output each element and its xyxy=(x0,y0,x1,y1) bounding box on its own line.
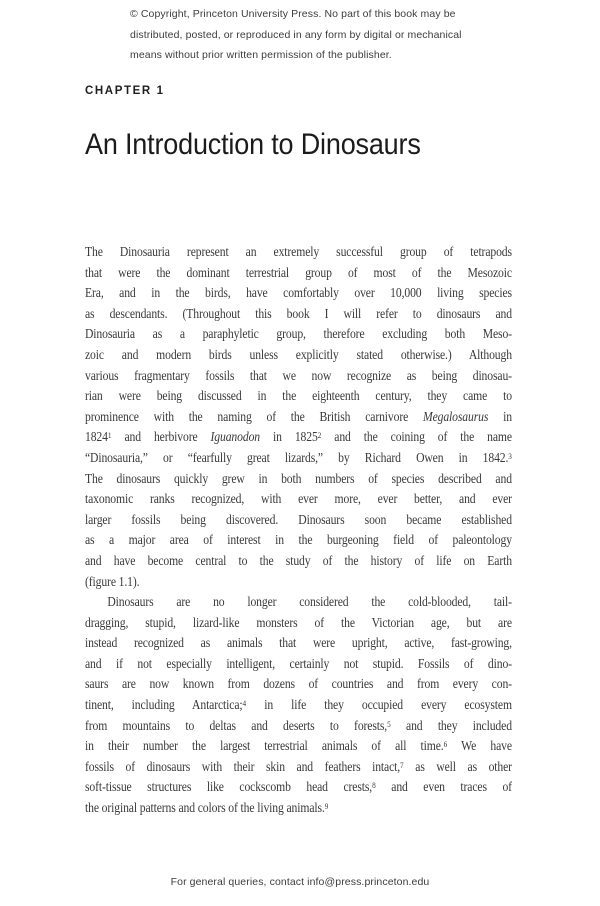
text-line: as a major area of interest in the burgeoning field of paleontology xyxy=(85,532,512,548)
text-line: distributed, posted, or reproduced in any form by digital or mechanical xyxy=(130,28,462,41)
text-line: in their number the largest terrestrial animals of all time.$^6$ We have xyxy=(85,738,512,754)
page-title: An Introduction to Dinosaurs xyxy=(85,128,421,161)
text-line: larger fossils being discovered. Dinosaurs soon became established xyxy=(85,511,512,527)
body-text xyxy=(85,242,512,819)
chapter-label: CHAPTER 1 xyxy=(85,85,165,97)
text-line: © Copyright, Princeton University Press. No part of this book may be xyxy=(130,8,456,20)
text-line: and have become central to the study of the history of life on Earth xyxy=(85,552,512,568)
text-line: 1824$^1$ and herbivore Iguanodon in 1825$^2$ and the coining of the name xyxy=(85,429,512,445)
text-line: “Dinosauria,” or “fearfully great lizards,” by Richard Owen in 1842.$^3$ xyxy=(85,449,512,465)
paragraph-modern-view xyxy=(85,592,512,819)
text-line: saurs are now known from dozens of countries and from every con- xyxy=(85,676,512,692)
text-line: means without prior written permission of the publisher. xyxy=(130,49,392,62)
text-line: dragging, stupid, lizard-like monsters of the Victorian age, but are xyxy=(85,614,512,630)
text-line: The dinosaurs quickly grew in both numbers of species described and xyxy=(85,470,512,486)
text-line: zoic and modern birds unless explicitly stated otherwise.) Although xyxy=(85,346,512,362)
text-line: prominence with the naming of the British carnivore Megalosaurus in xyxy=(85,408,512,424)
text-line: rian were being discussed in the eighteenth century, they came to xyxy=(85,388,512,404)
text-line: Era, and in the birds, have comfortably over 10,000 living species xyxy=(85,285,512,301)
text-line: that were the dominant terrestrial group of most of the Mesozoic xyxy=(85,264,512,280)
text-line: as descendants. (Throughout this book I will refer to dinosaurs and xyxy=(85,305,512,321)
text-line: the original patterns and colors of the living animals.$^9$ xyxy=(85,800,329,816)
footer-contact-note: For general queries, contact info@press.princeton.edu xyxy=(170,876,430,888)
text-line: soft-tissue structures like cockscomb head crests,$^8$ and even traces of xyxy=(85,779,512,795)
text-line: and if not especially intelligent, certainly not stupid. Fossils of dino- xyxy=(85,655,512,671)
text-line: various fragmentary fossils that we now recognize as being dinosau- xyxy=(85,367,512,383)
text-line: fossils of dinosaurs with their skin and feathers intact,$^7$ as well as other xyxy=(85,758,512,774)
text-line: The Dinosauria represent an extremely successful group of tetrapods xyxy=(85,244,512,259)
text-line: tinent, including Antarctica;$^4$ in life they occupied every ecosystem xyxy=(85,697,512,713)
text-line: (figure 1.1). xyxy=(85,573,140,589)
text-line: Dinosauria as a paraphyletic group, therefore excluding both Meso- xyxy=(85,326,512,342)
copyright-notice xyxy=(130,8,462,70)
text-line: instead recognized as animals that were upright, active, fast-growing, xyxy=(85,635,512,651)
paragraph-intro xyxy=(85,242,512,592)
text-line: from mountains to deltas and deserts to forests,$^5$ and they included xyxy=(85,717,512,733)
text-line: Dinosaurs are no longer considered the cold-blooded, tail- xyxy=(107,594,512,610)
text-line: taxonomic ranks recognized, with ever more, ever better, and ever xyxy=(85,491,512,507)
